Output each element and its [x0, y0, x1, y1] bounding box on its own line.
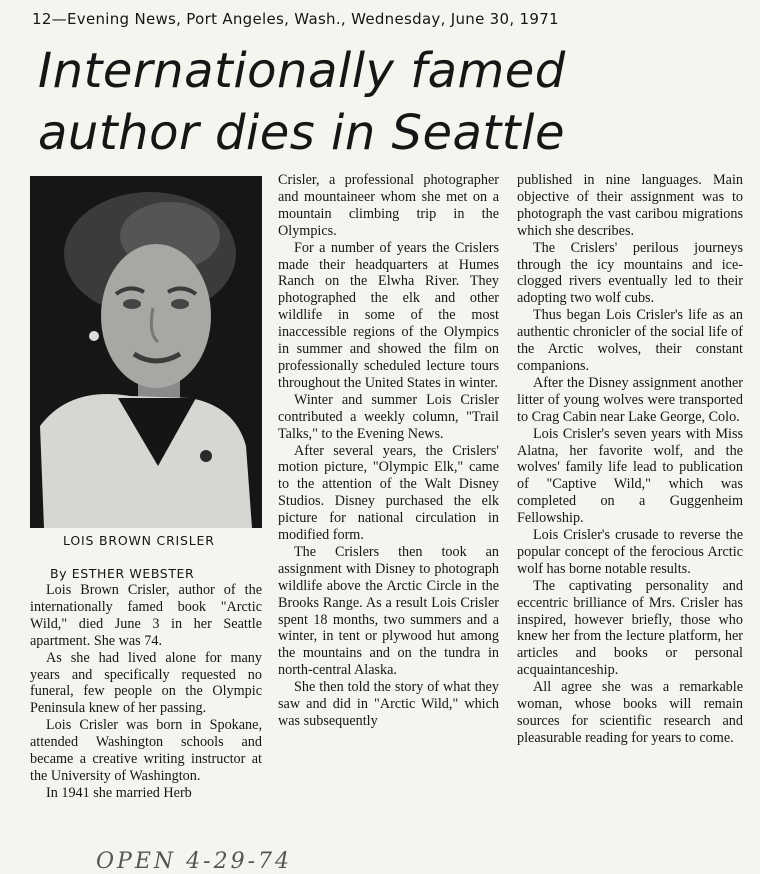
article-paragraph: Crisler, a professional photographer and mountaineer whom she met on a mountain climbing trip in the Olympics. [278, 172, 499, 239]
article-paragraph: Thus began Lois Crisler's life as an authentic chronicler of the social life of the Arctic wolves, their constant companions. [517, 307, 743, 374]
article-column-1 [30, 582, 262, 802]
article-paragraph: The Crislers then took an assignment with Disney to photograph wildlife above the Arctic Circle in the Brooks Range. As a result Lois Crisler spent 18 months, two summers and a winter, in tent or plywood hut among the mountains and on the tundra in north-central Alaska. [278, 543, 499, 679]
article-paragraph: Lois Crisler was born in Spokane, attended Washington schools and became a creative writing instructor at the University of Washington. [30, 717, 262, 784]
article-paragraph: Lois Brown Crisler, author of the internationally famed book "Arctic Wild," died June 3 in her Seattle apartment. She was 74. [30, 582, 262, 649]
article-paragraph: For a number of years the Crislers made their headquarters at Humes Ranch on the Elwha River. They photographed the elk and other wildlife in some of the most inaccessible regions of the Olympics in summer and showed the film on professionally scheduled lecture tours throughout the United States in winter. [278, 239, 499, 391]
article-paragraph: After several years, the Crislers' motion picture, "Olympic Elk," came to the attention of the Walt Disney Studios. Disney purchased the elk picture for national circulation in modified form. [278, 442, 499, 544]
article-paragraph: After the Disney assignment another litter of young wolves were transported to Crag Cabin near Lake George, Colo. [517, 374, 743, 425]
article-paragraph: Lois Crisler's seven years with Miss Alatna, her favorite wolf, and the wolves' family life lead to publication of "Captive Wild," which was completed on a Guggenheim Fellowship. [517, 425, 743, 527]
article-paragraph: Winter and summer Lois Crisler contributed a weekly column, "Trail Talks," to the Evening News. [278, 391, 499, 442]
article-paragraph: published in nine languages. Main objective of their assignment was to photograph the vast caribou migrations which she describes. [517, 172, 743, 239]
article-paragraph: Lois Crisler's crusade to reverse the popular concept of the ferocious Arctic wolf has borne notable results. [517, 527, 743, 577]
article-paragraph: The Crislers' perilous journeys through the icy mountains and ice-clogged rivers eventually led to their adopting two wolf cubs. [517, 239, 743, 307]
byline: By ESTHER WEBSTER [50, 566, 195, 581]
article-paragraph: In 1941 she married Herb [46, 784, 192, 801]
article-column-2 [278, 172, 499, 730]
article-paragraph: All agree she was a remarkable woman, whose books will remain sources for scientific research and pleasurable reading for years to come. [517, 679, 743, 746]
article-paragraph: The captivating personality and eccentric brilliance of Mrs. Crisler has inspired, however briefly, those who knew her from the lecture platform, her articles and books or personal acquaintanceship. [517, 577, 743, 679]
article-column-3 [517, 172, 743, 747]
handwritten-note: OPEN 4-29-74 [96, 849, 292, 874]
portrait-illustration [30, 176, 262, 528]
portrait-photo [30, 176, 262, 528]
dateline: 12—Evening News, Port Angeles, Wash., Wednesday, June 30, 1971 [32, 10, 559, 28]
headline: Internationally famed author dies in Seattle [38, 43, 566, 161]
article-paragraph: She then told the story of what they saw and did in "Arctic Wild," which was subsequently [278, 679, 499, 729]
photo-caption: LOIS BROWN CRISLER [63, 533, 215, 548]
article-paragraph: As she had lived alone for many years and specifically requested no funeral, few people on the Olympic Peninsula knew of her passing. [30, 649, 262, 717]
